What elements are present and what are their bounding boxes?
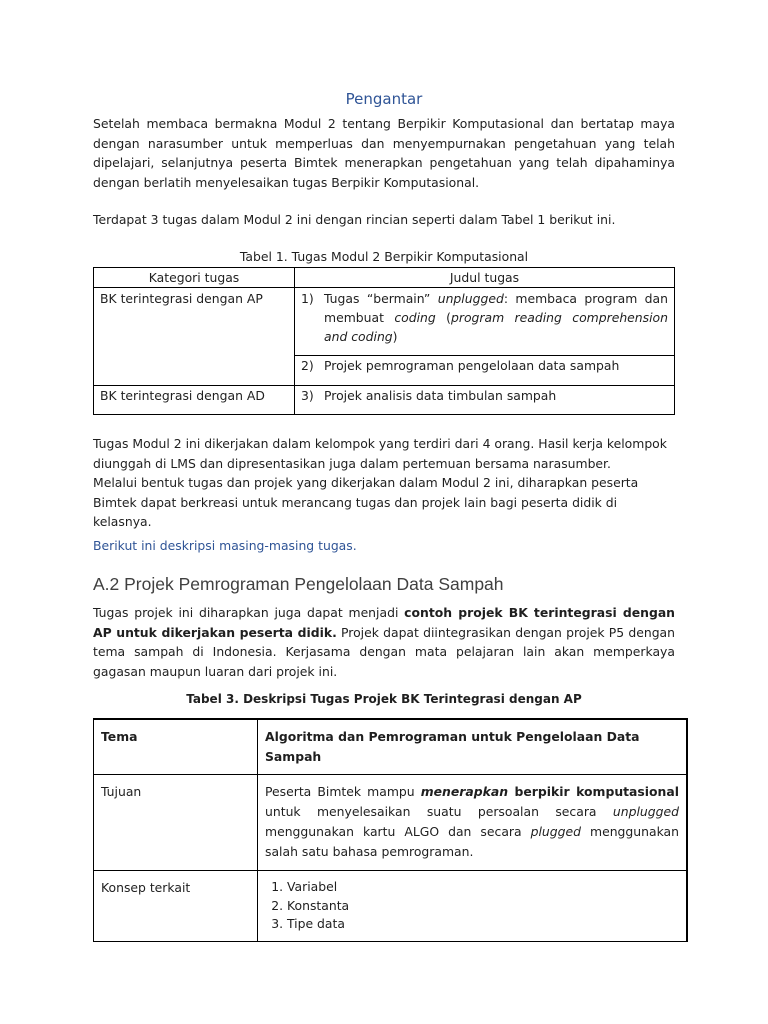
page-title: Pengantar (345, 90, 423, 108)
table1-task-1 (295, 288, 675, 356)
concept-list (265, 878, 679, 934)
intro-paragraph-2: Terdapat 3 tugas dalam Modul 2 ini dengan rincian seperti dalam Tabel 1 berikut ini. (93, 212, 616, 227)
group-work-paragraph (93, 434, 675, 532)
intro-paragraph (93, 114, 675, 192)
list-item: 1. Variabel (287, 878, 679, 897)
task-description-link[interactable]: Berikut ini deskripsi masing-masing tugas. (93, 538, 357, 553)
creativity-text: Melalui bentuk tugas dan projek yang dikerjakan dalam Modul 2 ini, diharapkan peserta Bimtek dapat berkreasi untuk merancang tugas dan projek lain bagi peserta didik di kelasnya. (93, 475, 639, 529)
task-text: Projek pemrograman pengelolaan data sampah (324, 358, 620, 373)
task-number: 1) (301, 291, 314, 306)
intro-text: Setelah membaca bermakna Modul 2 tentang Berpikir Komputasional dan bertatap maya dengan narasumber untuk memperluas dan menyempurnakan pengetahuan yang telah dipelajari, selanjutnya peserta Bimtek menerapkan pengetahuan yang telah dipahaminya dengan berlatih menyelesaikan tugas Berpikir Komputasional. (93, 116, 675, 190)
task-table (93, 267, 675, 415)
row-label-konsep: Konsep terkait (94, 871, 258, 942)
row-label-tujuan: Tujuan (94, 775, 258, 871)
row-label-tema: Tema (94, 719, 258, 775)
section-paragraph: Tugas projek ini diharapkan juga dapat menjadi contoh projek BK terintegrasi dengan AP untuk dikerjakan peserta didik. Projek dapat diintegrasikan dengan projek P5 dengan tema sampah di Indonesia. Kerjasama dengan mata pelajaran lain akan memperkaya gagasan maupun luaran dari projek ini. (93, 605, 676, 679)
task-number: 3) (301, 388, 314, 403)
table1-cell-category-ap: BK terintegrasi dengan AP (94, 288, 295, 386)
table1-task-2 (295, 356, 675, 386)
konsep-value (258, 871, 688, 942)
tujuan-value: Peserta Bimtek mampu menerapkan berpikir komputasional untuk menyelesaikan suatu persoalan secara unplugged menggunakan kartu ALGO dan secara plugged menggunakan salah satu bahasa pemrograman. (258, 775, 688, 871)
task-number: 2) (301, 358, 314, 373)
table1-cell-category-ad: BK terintegrasi dengan AD (94, 386, 295, 415)
table3-caption: Tabel 3. Deskripsi Tugas Projek BK Terintegrasi dengan AP (186, 692, 582, 706)
list-item: 3. Tipe data (287, 915, 679, 934)
task-text: Projek analisis data timbulan sampah (324, 388, 557, 403)
table1-header-category: Kategori tugas (94, 268, 295, 288)
list-item: 2. Konstanta (287, 897, 679, 916)
group-work-text: Tugas Modul 2 ini dikerjakan dalam kelompok yang terdiri dari 4 orang. Hasil kerja kelompok diunggah di LMS dan dipresentasikan juga dalam pertemuan bersama narasumber. (93, 436, 667, 471)
tema-value: Algoritma dan Pemrograman untuk Pengelolaan Data Sampah (258, 719, 688, 775)
table1-task-3 (295, 386, 675, 415)
table1-caption: Tabel 1. Tugas Modul 2 Berpikir Komputasional (239, 249, 529, 264)
section-heading: A.2 Projek Pemrograman Pengelolaan Data Sampah (93, 574, 504, 594)
project-description-table (93, 718, 688, 942)
table1-header-title: Judul tugas (295, 268, 675, 288)
task-text: Tugas “bermain” unplugged: membaca program dan membuat coding (program reading comprehension and coding) (324, 291, 668, 344)
